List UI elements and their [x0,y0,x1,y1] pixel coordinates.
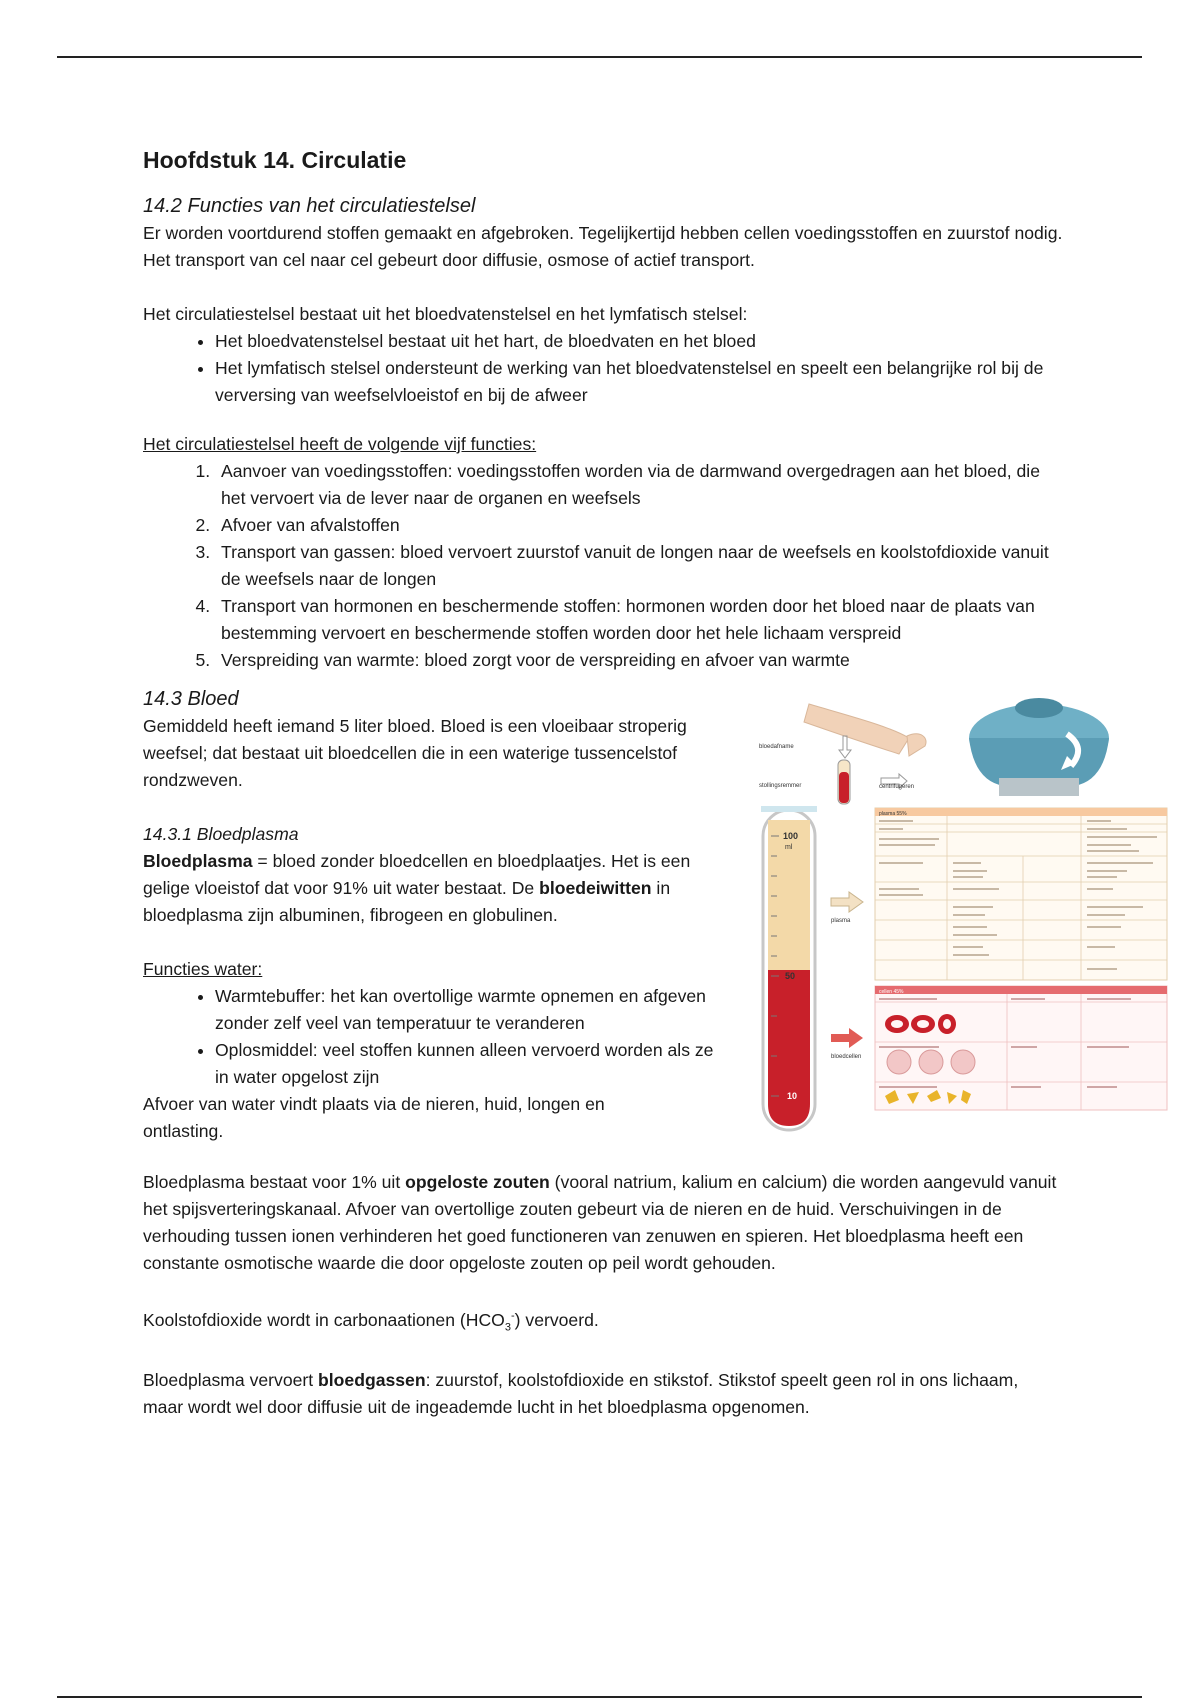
bottom-rule [57,1696,1142,1698]
blood-section [143,686,1063,1145]
page-content [143,145,1063,1421]
water-list [143,983,715,1091]
label-centrifugeren: centrifugeren [879,784,915,790]
plasma-layer [768,820,810,970]
blood-intro: Gemiddeld heeft iemand 5 liter bloed. Bloed is een vloeibaar stroperig weefsel; dat bestaat uit bloedcellen die in een waterige tussencelstof rondzweven. [143,716,687,790]
system-intro: Het circulatiestelsel bestaat uit het bloedvatenstelsel en het lymfatisch stelsel: [143,304,748,324]
list-item: • Het lymfatisch stelsel ondersteunt de werking van het bloedvatenstelsel en speelt een belangrijke rol bij de verversing van weefselvloeistof en bij de afweer [215,355,1063,409]
list-item: 5. Verspreiding van warmte: bloed zorgt voor de verspreiding en afvoer van warmte [215,647,1063,674]
arm-illustration [804,704,909,754]
section-14-3-1-heading: 14.3.1 Bloedplasma [143,824,299,844]
tick-ml: ml [785,844,793,851]
list-item: 4. Transport van hormonen en beschermende stoffen: hormonen worden door het bloed naar de plaats van bestemming vervoert en beschermende stoffen worden door het hele lichaam verspreid [215,593,1063,647]
label-antistolling: stollingsremmer [759,783,802,789]
chapter-title: Hoofdstuk 14. Circulatie [143,147,407,173]
system-list [143,328,1063,409]
label-bloedcellen: bloedcellen [831,1054,862,1060]
white-blood-cells [887,1050,975,1074]
list-item: • Oplosmiddel: veel stoffen kunnen alleen vervoerd worden als ze in water opgelost zijn [215,1037,715,1091]
tick-100: 100 [783,831,799,841]
section-14-2-heading: 14.2 Functies van het circulatiestelsel [143,195,476,217]
list-item: 1. Aanvoer van voedingsstoffen: voedingsstoffen worden via de darmwand overgedragen aan het bloed, die het vervoert via de lever naar de organen en weefsels [215,458,1063,512]
water-heading: Functies water: [143,959,263,979]
salts-paragraph: Bloedplasma bestaat voor 1% uit opgeloste zouten (vooral natrium, kalium en calcium) die worden aangevuld vanuit het spijsverteringskanaal. Afvoer van overtollige zouten gebeurt via de nieren en de huid. Verschuivingen in de verhouding tussen ionen verhinderen het goed functioneren van zenuwen en spieren. Het bloedplasma heeft een constante osmotische waarde die door opgeloste zouten op peil wordt gehouden. [143,1172,1057,1273]
section-14-2-intro: Er worden voortdurend stoffen gemaakt en afgebroken. Tegelijkertijd hebben cellen voedingsstoffen en zuurstof nodig. Het transport van cel naar cel gebeurt door diffusie, osmose of actief transport. [143,223,1063,270]
plasma-definition: Bloedplasma = bloed zonder bloedcellen en bloedplaatjes. Het is een gelige vloeistof dat voor 91% uit water bestaat. De bloedeiwitten in bloedplasma zijn albuminen, fibrogeen en globulinen. [143,851,691,925]
co2-paragraph: Koolstofdioxide wordt in carbonaationen $(HCO_3^-)$ vervoerd. [143,1309,599,1334]
list-item: • Het bloedvatenstelsel bestaat uit het hart, de bloedvaten en het bloed [215,328,1063,355]
section-14-3-heading: 14.3 Bloed [143,688,239,710]
big-test-tube [761,806,817,1130]
list-item: 3. Transport van gassen: bloed vervoert zuurstof vanuit de longen naar de weefsels en koolstofdioxide vanuit de weefsels naar de longen [215,539,1063,593]
functions-heading: Het circulatiestelsel heeft de volgende vijf functies: [143,434,537,454]
small-tube-blood [839,772,849,803]
list-item: 2. Afvoer van afvalstoffen [215,512,1063,539]
plasma-table [875,808,1167,980]
top-rule [57,56,1142,58]
list-item: • Warmtebuffer: het kan overtollige warmte opnemen en afgeven zonder zelf veel van temperatuur te veranderen [215,983,715,1037]
blood-separation-figure [749,686,1169,1146]
tick-50: 50 [785,971,796,981]
centrifuge-illustration [969,698,1109,796]
label-plasma: plasma [831,918,851,924]
tick-10: 10 [787,1091,798,1101]
cells-table [875,986,1167,1110]
gases-paragraph: Bloedplasma vervoert bloedgassen: zuurstof, koolstofdioxide en stikstof. Stikstof speelt geen rol in ons lichaam, maar wordt wel door diffusie uit de ingeademde lucht in het bloedplasma opgenomen. [143,1370,1019,1418]
label-bloedafname: bloedafname [759,744,794,750]
plasma-table-title: plasma 55% [879,811,907,817]
cells-table-title: cellen 45% [879,989,904,995]
functions-list [143,458,1063,674]
blood-cell-layer [768,970,810,1126]
water-outro: Afvoer van water vindt plaats via de nieren, huid, longen en ontlasting. [143,1094,605,1141]
